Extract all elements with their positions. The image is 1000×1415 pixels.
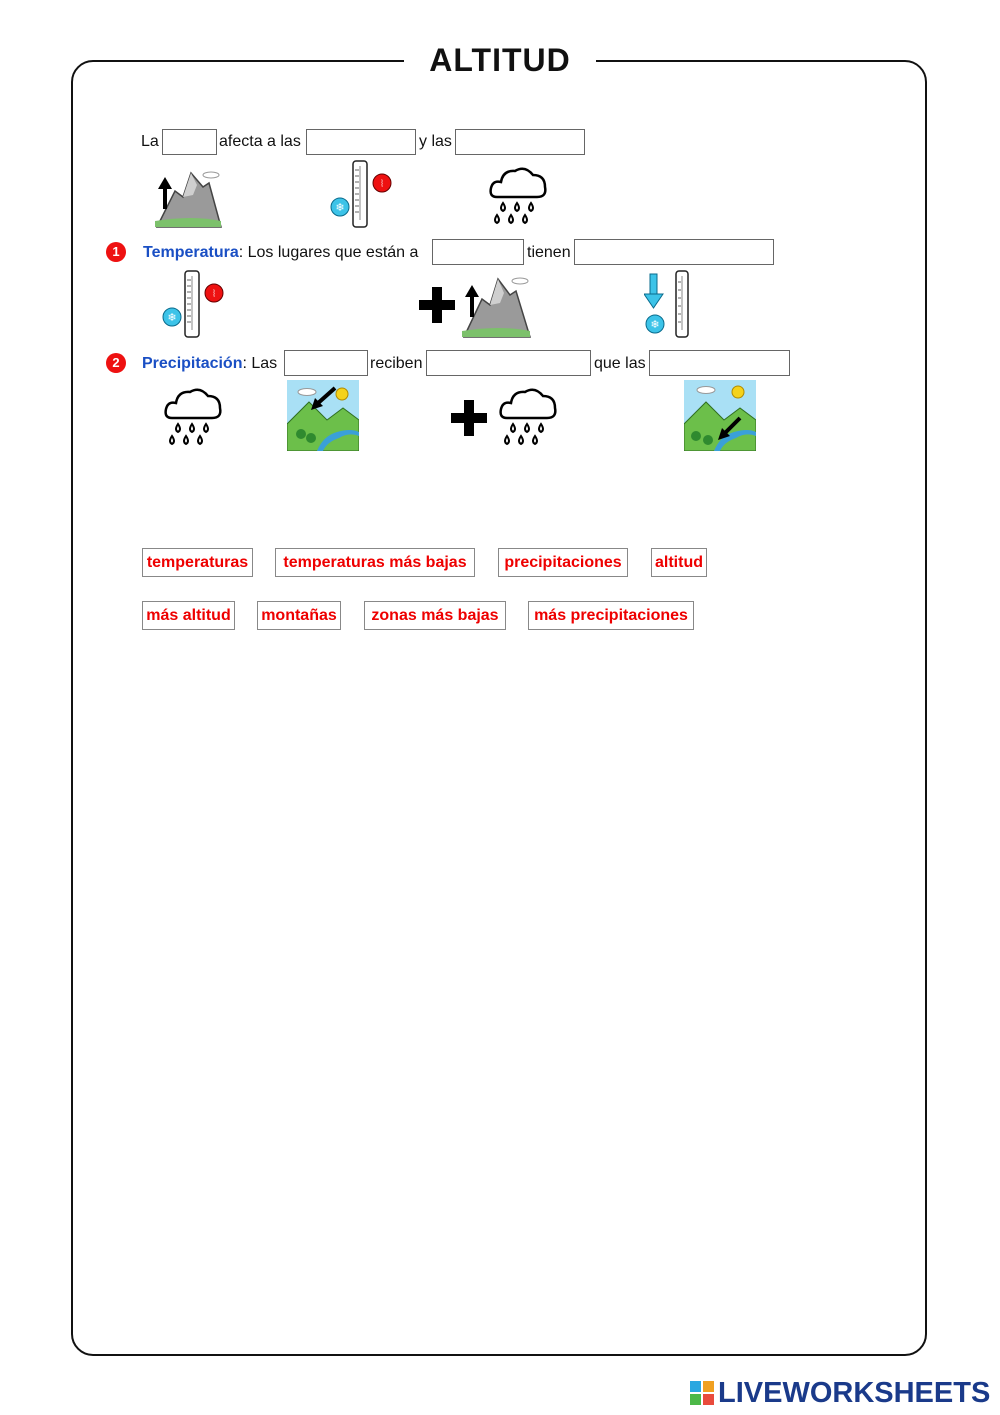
answer-box-4[interactable] (432, 239, 524, 265)
logo-text: LIVEWORKSHEETS (718, 1376, 991, 1409)
answer-box-3[interactable] (455, 129, 585, 155)
liveworksheets-logo[interactable] (690, 1376, 990, 1410)
item-2-word-que: que las (594, 355, 646, 372)
word-precipitaciones[interactable]: precipitaciones (498, 548, 628, 577)
answer-box-6[interactable] (284, 350, 368, 376)
rain-cloud-icon (487, 163, 549, 227)
svg-text:⦚: ⦚ (380, 179, 384, 190)
item-1-word-tienen: tienen (527, 244, 571, 261)
item-1-badge: 1 (106, 242, 126, 262)
rain-cloud-icon (497, 384, 559, 448)
thermometer-icon (162, 270, 226, 340)
mountain-up-icon (153, 165, 223, 229)
item-2-word-reciben: reciben (370, 355, 423, 372)
word-mas-precipitaciones[interactable]: más precipitaciones (528, 601, 694, 630)
svg-text:❄: ❄ (167, 311, 177, 324)
thermometer-icon (330, 160, 394, 230)
mountain-up-icon (460, 271, 532, 339)
item-2-badge: 2 (106, 353, 126, 373)
landscape-arrow-icon (287, 380, 359, 451)
down-arrow-icon (644, 270, 694, 340)
svg-text:❄: ❄ (650, 318, 660, 331)
svg-text:⦚: ⦚ (212, 289, 216, 300)
intro-word-y: y las (419, 133, 452, 150)
word-montanas[interactable]: montañas (257, 601, 341, 630)
item-2-text: : Las (242, 355, 278, 372)
answer-box-7[interactable] (426, 350, 591, 376)
item-1-label: Temperatura (143, 244, 239, 261)
word-temperaturas[interactable]: temperaturas (142, 548, 253, 577)
landscape-arrow-icon (684, 380, 756, 451)
intro-word-afecta: afecta a las (219, 133, 301, 150)
word-zonas-mas-bajas[interactable]: zonas más bajas (364, 601, 506, 630)
answer-box-1[interactable] (162, 129, 217, 155)
item-2-label: Precipitación (142, 355, 243, 372)
svg-text:❄: ❄ (335, 201, 345, 214)
plus-icon (418, 285, 456, 325)
answer-box-2[interactable] (306, 129, 416, 155)
word-temperaturas-mas-bajas[interactable]: temperaturas más bajas (275, 548, 475, 577)
intro-word-la: La (141, 133, 159, 150)
rain-cloud-icon (162, 384, 224, 448)
logo-squares-icon (690, 1381, 714, 1405)
item-1-sentence (143, 243, 418, 263)
word-altitud[interactable]: altitud (651, 548, 707, 577)
item-1-text: : Los lugares que están a (238, 244, 419, 261)
answer-box-8[interactable] (649, 350, 790, 376)
plus-icon (450, 398, 488, 438)
page-title: ALTITUD (429, 42, 571, 78)
word-mas-altitud[interactable]: más altitud (142, 601, 235, 630)
item-2-sentence (142, 354, 277, 374)
answer-box-5[interactable] (574, 239, 774, 265)
